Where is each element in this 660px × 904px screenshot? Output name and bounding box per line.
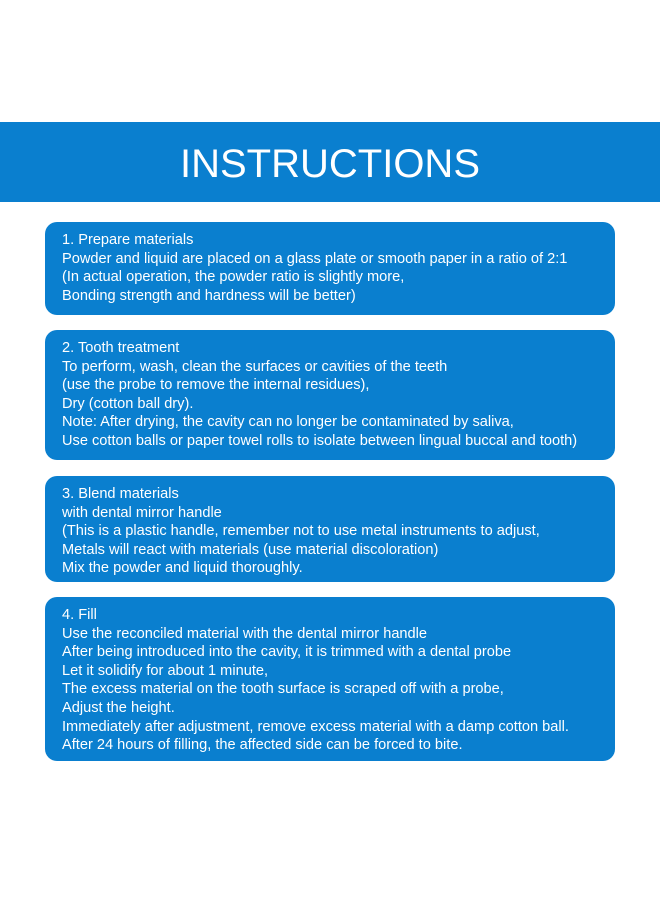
step-heading: 1. Prepare materials [62, 232, 194, 248]
step-text-line: Powder and liquid are placed on a glass plate or smooth paper in a ratio of 2:1 [62, 250, 568, 267]
step-text-line: The excess material on the tooth surface is scraped off with a probe, [62, 681, 504, 698]
step-text-line: (In actual operation, the powder ratio is slightly more, [62, 269, 405, 286]
step-text-line: (This is a plastic handle, remember not to use metal instruments to adjust, [62, 523, 540, 540]
page-title: INSTRUCTIONS [180, 141, 480, 186]
step-text-line: Bonding strength and hardness will be better) [62, 287, 356, 304]
step-text-line: Use the reconciled material with the dental mirror handle [62, 625, 428, 642]
step-text-line: Mix the powder and liquid thoroughly. [62, 560, 303, 577]
step-card-tooth-treatment [45, 330, 615, 460]
step-text-line: Adjust the height. [62, 699, 175, 716]
step-heading: 2. Tooth treatment [62, 340, 180, 356]
step-text-line: After 24 hours of filling, the affected side can be forced to bite. [62, 737, 463, 754]
step-text-line: Note: After drying, the cavity can no longer be contaminated by saliva, [62, 414, 514, 431]
step-text-line: Use cotton balls or paper towel rolls to isolate between lingual buccal and tooth) [62, 432, 578, 449]
step-text-line: To perform, wash, clean the surfaces or cavities of the teeth [62, 358, 448, 375]
step-text-line: with dental mirror handle [62, 504, 222, 521]
step-card-blend-materials [45, 476, 615, 582]
step-text-line: (use the probe to remove the internal residues), [62, 377, 370, 394]
step-text-line: Dry (cotton ball dry). [62, 395, 194, 412]
step-text-line: Immediately after adjustment, remove excess material with a damp cotton ball. [62, 718, 569, 735]
step-text-line: Metals will react with materials (use material discoloration) [62, 541, 439, 558]
step-heading: 3. Blend materials [62, 486, 179, 502]
step-card-fill [45, 597, 615, 761]
title-banner [0, 122, 660, 202]
step-heading: 4. Fill [62, 607, 97, 623]
step-card-prepare-materials [45, 222, 615, 315]
step-text-line: Let it solidify for about 1 minute, [62, 662, 269, 679]
step-text-line: After being introduced into the cavity, it is trimmed with a dental probe [62, 644, 512, 661]
